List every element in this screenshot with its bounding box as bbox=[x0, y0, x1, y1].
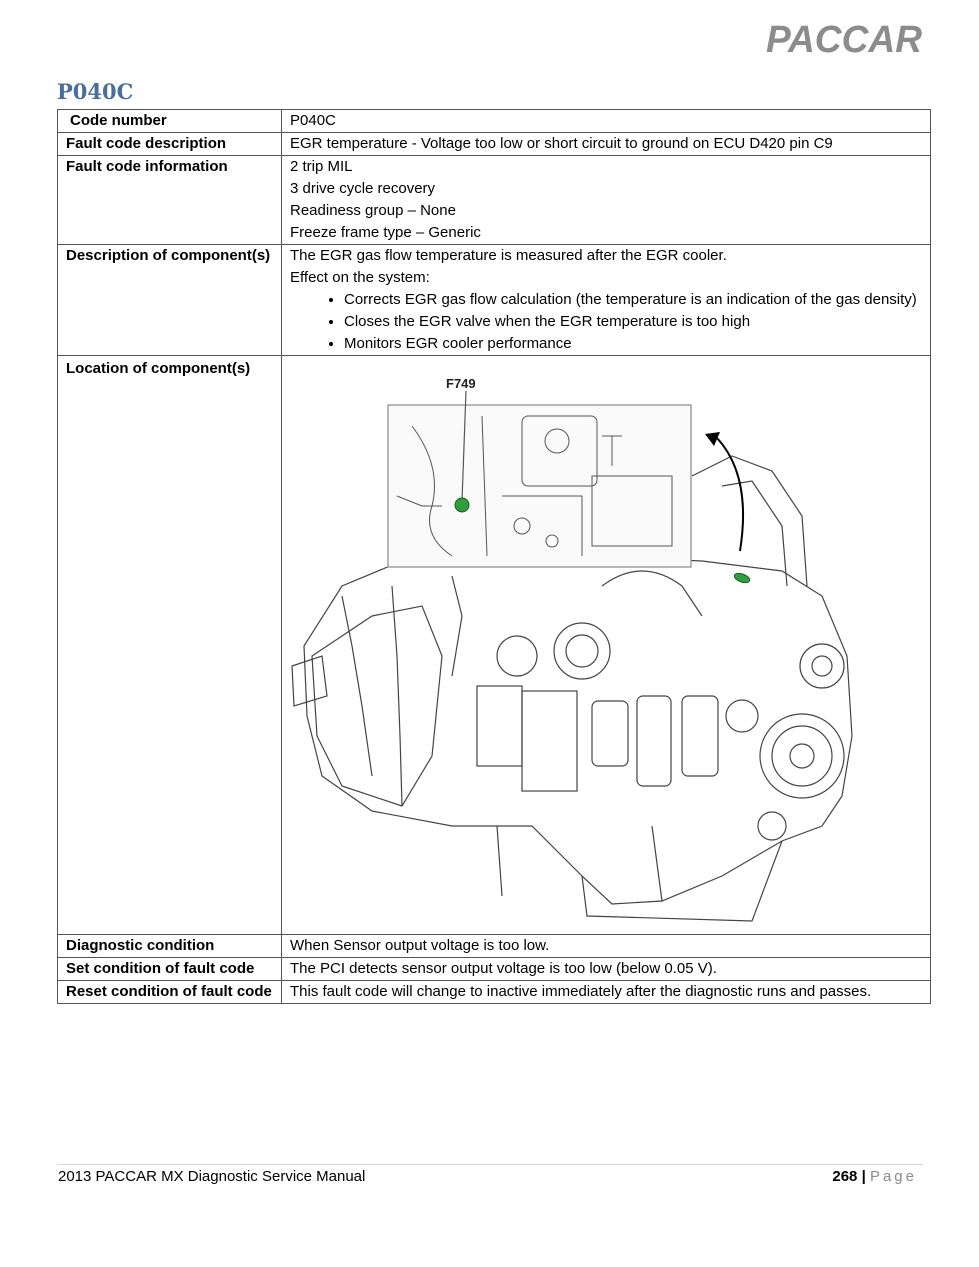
table-row bbox=[58, 110, 931, 133]
list-item: • Monitors EGR cooler performance bbox=[344, 333, 922, 355]
row-label: Fault code information bbox=[58, 156, 282, 245]
row-label: Description of component(s) bbox=[58, 245, 282, 356]
table-row bbox=[58, 356, 931, 935]
fault-information-value bbox=[282, 156, 931, 245]
diagnostic-condition-value: When Sensor output voltage is too low. bbox=[282, 935, 931, 958]
footer-manual-title: 2013 PACCAR MX Diagnostic Service Manual bbox=[58, 1168, 366, 1185]
pointer-arrow bbox=[717, 438, 743, 551]
page-separator: | bbox=[861, 1168, 866, 1185]
list-item: • Corrects EGR gas flow calculation (the temperature is an indication of the gas density) bbox=[344, 289, 922, 311]
table-row bbox=[58, 981, 931, 1004]
logo-text: PACCAR bbox=[766, 20, 923, 56]
row-label: Fault code description bbox=[58, 133, 282, 156]
table-row bbox=[58, 133, 931, 156]
info-line: Freeze frame type – Generic bbox=[290, 224, 481, 241]
row-label: Diagnostic condition bbox=[58, 935, 282, 958]
list-item: • Closes the EGR valve when the EGR temperature is too high bbox=[344, 311, 922, 333]
row-label: Reset condition of fault code bbox=[58, 981, 282, 1004]
fault-code-table bbox=[57, 109, 931, 1004]
page-word: Page bbox=[869, 1168, 917, 1185]
engine-figure-cell bbox=[282, 356, 931, 935]
row-label: Code number bbox=[58, 110, 282, 133]
table-row bbox=[58, 156, 931, 245]
page-number: 268 bbox=[832, 1168, 858, 1185]
page-title: P040C bbox=[57, 79, 134, 104]
reset-condition-value: This fault code will change to inactive immediately after the diagnostic runs and passes. bbox=[282, 981, 931, 1004]
footer-divider bbox=[57, 1164, 923, 1165]
effects-list bbox=[290, 289, 922, 355]
footer-page-info bbox=[832, 1168, 917, 1185]
row-label: Set condition of fault code bbox=[58, 958, 282, 981]
code-number-value: P040C bbox=[282, 110, 931, 133]
fault-description-value: EGR temperature - Voltage too low or short circuit to ground on ECU D420 pin C9 bbox=[282, 133, 931, 156]
set-condition-value: The PCI detects sensor output voltage is too low (below 0.05 V). bbox=[282, 958, 931, 981]
egr-temperature-sensor-marker bbox=[455, 498, 469, 512]
effect-heading: Effect on the system: bbox=[290, 269, 430, 286]
table-row bbox=[58, 245, 931, 356]
row-label: Location of component(s) bbox=[58, 356, 282, 935]
component-description-value bbox=[282, 245, 931, 356]
info-line: 2 trip MIL bbox=[290, 158, 353, 175]
info-line: 3 drive cycle recovery bbox=[290, 180, 436, 197]
description-intro: The EGR gas flow temperature is measured after the EGR cooler. bbox=[290, 247, 727, 264]
paccar-logo bbox=[766, 20, 924, 56]
info-line: Readiness group – None bbox=[290, 202, 456, 219]
engine-diagram bbox=[282, 356, 936, 934]
sensor-callout-label: F749 bbox=[446, 376, 476, 391]
sensor-location-marker bbox=[733, 572, 751, 585]
table-row bbox=[58, 935, 931, 958]
table-row bbox=[58, 958, 931, 981]
